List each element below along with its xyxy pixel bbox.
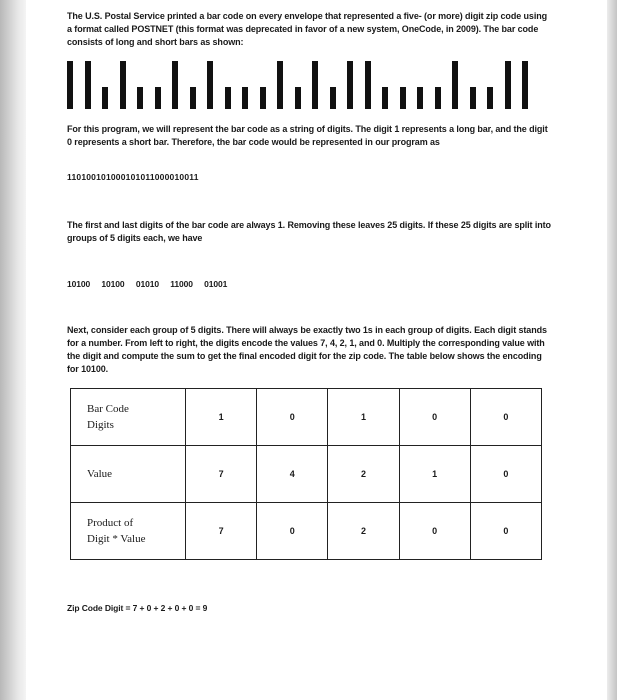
- document-page: [67, 10, 552, 615]
- short-bar: [435, 87, 441, 109]
- representation-paragraph: For this program, we will represent the bar code as a string of digits. The digit 1 represents a long bar, and the digit 0 represents a short bar. Therefore, the bar code would be represented in our program as: [67, 124, 548, 147]
- short-bar: [102, 87, 108, 109]
- table-cell: 7: [186, 446, 257, 503]
- table-cell: 0: [399, 389, 470, 446]
- table-cell: 0: [470, 503, 541, 560]
- table-cell: 0: [257, 503, 328, 560]
- barcode-string: 110100101000101011000010011: [67, 172, 199, 182]
- short-bar: [382, 87, 388, 109]
- row-label: Bar Code Digits: [71, 389, 186, 446]
- long-bar: [207, 61, 213, 109]
- table-cell: 1: [328, 389, 399, 446]
- table-cell: 7: [186, 503, 257, 560]
- long-bar: [67, 61, 73, 109]
- long-bar: [277, 61, 283, 109]
- split-paragraph: The first and last digits of the bar code are always 1. Removing these leaves 25 digits. If these 25 digits are split into groups of 5 digits each, we have: [67, 220, 551, 243]
- table-cell: 1: [186, 389, 257, 446]
- group-3: 01010: [135, 279, 159, 289]
- short-bar: [470, 87, 476, 109]
- long-bar: [85, 61, 91, 109]
- short-bar: [400, 87, 406, 109]
- row-label: Value: [71, 446, 186, 503]
- short-bar: [225, 87, 231, 109]
- group-1: 10100: [67, 279, 91, 289]
- long-bar: [120, 61, 126, 109]
- page-shadow-right: [607, 0, 617, 700]
- table-row-product: [71, 503, 542, 560]
- group-5: 01001: [204, 279, 228, 289]
- table-row-value: [71, 446, 542, 503]
- table-cell: 2: [328, 503, 399, 560]
- short-bar: [260, 87, 266, 109]
- table-cell: 0: [399, 503, 470, 560]
- postnet-barcode: [67, 61, 542, 109]
- digit-groups: [67, 278, 552, 291]
- short-bar: [330, 87, 336, 109]
- zip-code-result: Zip Code Digit = 7 + 0 + 2 + 0 + 0 = 9: [67, 603, 208, 613]
- short-bar: [417, 87, 423, 109]
- long-bar: [365, 61, 371, 109]
- short-bar: [190, 87, 196, 109]
- long-bar: [347, 61, 353, 109]
- short-bar: [155, 87, 161, 109]
- short-bar: [242, 87, 248, 109]
- table-cell: 4: [257, 446, 328, 503]
- encoding-table: [70, 388, 542, 560]
- group-4: 11000: [170, 279, 193, 289]
- long-bar: [505, 61, 511, 109]
- intro-paragraph: The U.S. Postal Service printed a bar code on every envelope that represented a five- (or more) digit zip code using a format called POSTNET (this format was deprecated in favor of a new system, OneCode, in 2009). The bar code consists of long and short bars as shown:: [67, 11, 548, 47]
- table-cell: 1: [399, 446, 470, 503]
- short-bar: [137, 87, 143, 109]
- long-bar: [452, 61, 458, 109]
- encoding-paragraph: Next, consider each group of 5 digits. There will always be exactly two 1s in each group of digits. Each digit stands for a number. From left to right, the digits encode the values 7, 4, 2, 1, and 0. Multiply the corresponding value with the digit and compute the sum to get the final encoded digit for the zip code. The table below shows the encoding for 10100.: [67, 325, 547, 374]
- table-row-bar-code-digits: [71, 389, 542, 446]
- table-cell: 0: [470, 446, 541, 503]
- table-cell: 0: [257, 389, 328, 446]
- short-bar: [295, 87, 301, 109]
- group-2: 10100: [101, 279, 125, 289]
- long-bar: [312, 61, 318, 109]
- long-bar: [522, 61, 528, 109]
- row-label: Product of Digit * Value: [71, 503, 186, 560]
- table-cell: 2: [328, 446, 399, 503]
- table-cell: 0: [470, 389, 541, 446]
- short-bar: [487, 87, 493, 109]
- long-bar: [172, 61, 178, 109]
- page-shadow-left: [0, 0, 26, 700]
